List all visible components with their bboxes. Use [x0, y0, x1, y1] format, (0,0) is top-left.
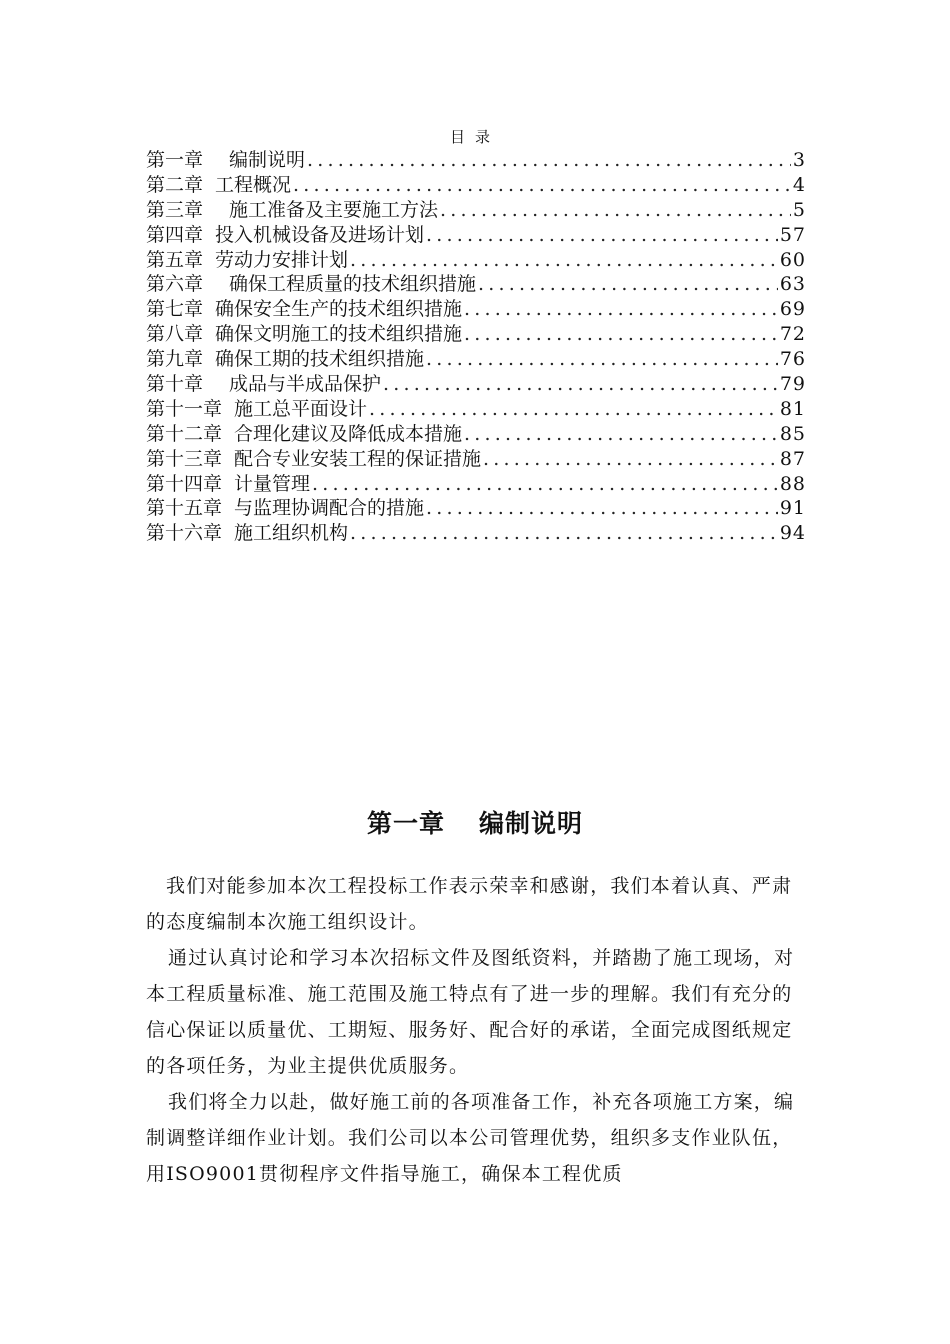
- toc-entry[interactable]: [146, 521, 806, 546]
- toc-page-number: 69: [779, 298, 806, 321]
- toc-entry[interactable]: [146, 248, 806, 273]
- toc-entry-label: 投入机械设备及进场计划: [215, 223, 425, 246]
- toc-entry[interactable]: [146, 422, 806, 447]
- toc-entry-label: 劳动力安排计划: [215, 248, 349, 271]
- toc-entry-label: 成品与半成品保护: [229, 373, 382, 396]
- toc-leader-dots: [483, 447, 778, 472]
- toc-entry-label: 确保安全生产的技术组织措施: [215, 298, 463, 321]
- toc-page-number: 81: [779, 397, 806, 420]
- toc-entry[interactable]: [146, 173, 806, 198]
- toc-page-number: 85: [779, 422, 806, 445]
- toc-chapter-number: 第十一章: [146, 397, 223, 420]
- toc-leader-dots: [426, 347, 778, 372]
- toc-entry[interactable]: [146, 272, 806, 297]
- toc-leader-dots: [464, 297, 778, 322]
- toc-chapter-number: 第四章: [146, 223, 204, 246]
- toc-entry-label: 合理化建议及降低成本措施: [234, 422, 463, 445]
- toc-chapter-number: 第八章: [146, 323, 204, 346]
- toc-page-number: 3: [792, 149, 806, 171]
- toc-entry[interactable]: [146, 322, 806, 347]
- toc-entry[interactable]: [146, 397, 806, 422]
- toc-entry[interactable]: [146, 223, 806, 248]
- toc-title: 目录: [449, 128, 500, 146]
- toc-entry-label: 与监理协调配合的措施: [234, 497, 425, 520]
- toc-page-number: 87: [779, 447, 806, 470]
- chapter-number: 第一章: [366, 809, 445, 838]
- toc-entry-label: 工程概况: [215, 173, 292, 196]
- toc-entry[interactable]: [146, 198, 806, 223]
- body-paragraph: 通过认真讨论和学习本次招标文件及图纸资料，并踏勘了施工现场，对本工程质量标准、施工范围及施工特点有了进一步的理解。我们有充分的信心保证以质量优、工期短、服务好、配合好的承诺，全面完成图纸规定的各项任务，为业主提供优质服务。: [146, 947, 795, 1077]
- toc-leader-dots: [426, 496, 778, 521]
- toc-leader-dots: [478, 272, 778, 297]
- toc-chapter-number: 第二章: [146, 173, 204, 196]
- toc-leader-dots: [293, 173, 791, 198]
- toc-entry-label: 确保工期的技术组织措施: [215, 348, 425, 371]
- toc-leader-dots: [464, 322, 778, 347]
- toc-chapter-number: 第一章: [146, 149, 204, 171]
- toc-page-number: 72: [779, 323, 806, 346]
- toc-leader-dots: [350, 521, 778, 546]
- toc-leader-dots: [307, 148, 791, 173]
- toc-entry[interactable]: [146, 347, 806, 372]
- toc-entry[interactable]: [146, 297, 806, 322]
- toc-chapter-number: 第十二章: [146, 422, 223, 445]
- toc-page-number: 79: [779, 373, 806, 396]
- toc-leader-dots: [426, 223, 778, 248]
- toc-chapter-number: 第十五章: [146, 497, 223, 520]
- toc-chapter-number: 第五章: [146, 248, 204, 271]
- toc-leader-dots: [350, 248, 778, 273]
- toc-entry[interactable]: [146, 148, 806, 173]
- toc-page-number: 94: [779, 522, 806, 545]
- toc-chapter-number: 第十四章: [146, 472, 223, 495]
- toc-page-number: 76: [779, 348, 806, 371]
- toc-entry[interactable]: [146, 372, 806, 397]
- toc-page-number: 5: [792, 198, 806, 221]
- toc-page-number: 88: [779, 472, 806, 495]
- toc-entry-label: 确保文明施工的技术组织措施: [215, 323, 463, 346]
- body-paragraph: 我们将全力以赴，做好施工前的各项准备工作，补充各项施工方案，编制调整详细作业计划。我们公司以本公司管理优势，组织多支作业队伍，用ISO9001贯彻程序文件指导施工，确保本工程优质: [146, 1091, 795, 1185]
- toc-page-number: 63: [779, 273, 806, 296]
- toc-chapter-number: 第十章: [146, 373, 204, 396]
- body-paragraph: 我们对能参加本次工程投标工作表示荣幸和感谢，我们本着认真、严肃的态度编制本次施工组织设计。: [146, 875, 793, 933]
- toc-entry-label: 配合专业安装工程的保证措施: [234, 447, 482, 470]
- toc-leader-dots: [440, 198, 791, 223]
- table-of-contents: [146, 148, 806, 546]
- toc-chapter-number: 第十六章: [146, 522, 223, 545]
- toc-entry[interactable]: [146, 472, 806, 497]
- toc-page-number: 57: [779, 223, 806, 246]
- toc-entry-label: 施工准备及主要施工方法: [229, 198, 439, 221]
- toc-chapter-number: 第九章: [146, 348, 204, 371]
- toc-entry-label: 施工总平面设计: [234, 397, 368, 420]
- toc-entry-label: 施工组织机构: [234, 522, 349, 545]
- chapter-heading: [0, 804, 950, 840]
- toc-page-number: 4: [792, 173, 806, 196]
- toc-leader-dots: [312, 472, 778, 497]
- toc-entry-label: 计量管理: [234, 472, 311, 495]
- toc-entry[interactable]: [146, 496, 806, 521]
- toc-entry-label: 编制说明: [229, 149, 306, 171]
- toc-leader-dots: [464, 422, 778, 447]
- toc-leader-dots: [369, 397, 778, 422]
- toc-chapter-number: 第三章: [146, 198, 204, 221]
- chapter-body: [146, 868, 811, 1192]
- toc-chapter-number: 第六章: [146, 273, 204, 296]
- toc-page-number: 91: [779, 497, 806, 520]
- toc-page-number: 60: [779, 248, 806, 271]
- toc-entry[interactable]: [146, 447, 806, 472]
- toc-leader-dots: [383, 372, 778, 397]
- chapter-title: 编制说明: [479, 809, 584, 838]
- toc-chapter-number: 第七章: [146, 298, 204, 321]
- toc-chapter-number: 第十三章: [146, 447, 223, 470]
- toc-entry-label: 确保工程质量的技术组织措施: [229, 273, 477, 296]
